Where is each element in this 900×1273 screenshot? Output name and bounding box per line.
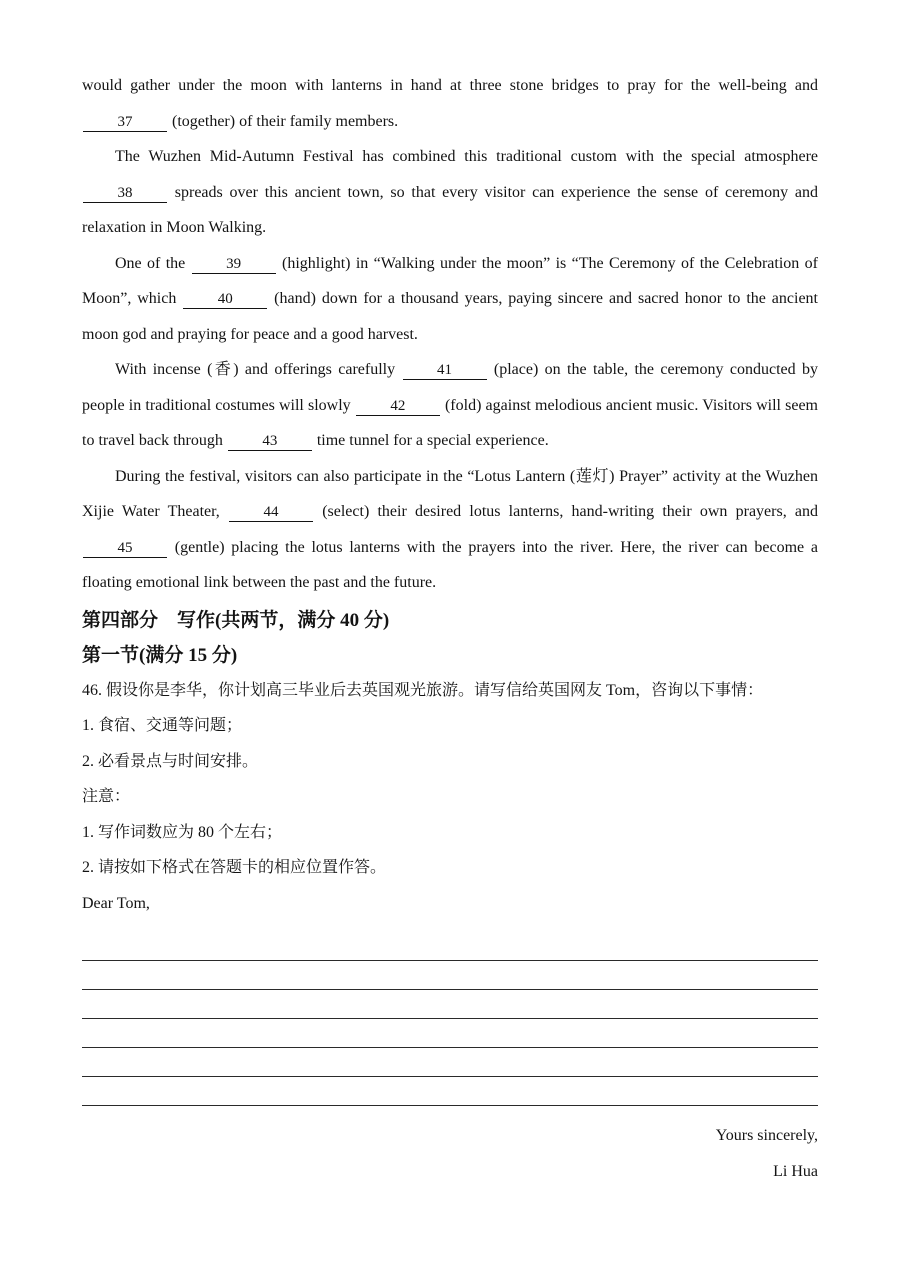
prompt-line: 46. 假设你是李华，你计划高三毕业后去英国观光旅游。请写信给英国网友 Tom，咨询以下事情： [82, 681, 764, 699]
text-run: The Wuzhen Mid-Autumn Festival has combined this traditional custom with the special atmosphere [115, 148, 818, 165]
answer-line [82, 1077, 818, 1106]
text-run: spreads over this ancient town, so that every visitor can experience the sense of ceremony and relaxation in Moon Walking. [82, 183, 818, 236]
blank-40: 40 [183, 291, 267, 309]
letter-salutation: Dear Tom, [82, 895, 150, 913]
text-run: would gather under the moon with lanterns in hand at three stone bridges to pray for the well-being and [82, 77, 818, 94]
text-run: During the festival, visitors can also participate in the “Lotus Lantern (莲灯) Prayer” activity at the Wuzhen Xijie Water Theater, [82, 467, 818, 520]
text-run: (fold) against melodious ancient music. Visitors will seem to travel back through [82, 396, 818, 449]
blank-37: 37 [83, 114, 167, 132]
text-run: (together) of their family members. [168, 112, 399, 130]
blank-38: 38 [83, 185, 167, 203]
writing-section-heading: 第四部分 写作(共两节，满分 40 分) [82, 609, 390, 631]
passage-paragraph [82, 246, 818, 353]
answer-line [82, 932, 818, 961]
text-run: time tunnel for a special experience. [312, 432, 549, 449]
prompt-line: 1. 食宿、交通等问题； [82, 717, 243, 735]
prompt-line: 2. 请按如下格式在答题卡的相应位置作答。 [82, 859, 387, 877]
passage-paragraph [82, 459, 818, 601]
blank-39: 39 [192, 256, 276, 274]
prompt-line: 2. 必看景点与时间安排。 [82, 752, 259, 770]
letter-closing: Yours sincerely, [715, 1127, 818, 1145]
passage-paragraph [82, 352, 818, 459]
blank-41: 41 [403, 362, 487, 380]
blank-45: 45 [83, 540, 167, 558]
cloze-passage [82, 68, 818, 601]
blank-43: 43 [228, 433, 312, 451]
answer-line [82, 1048, 818, 1077]
letter-closing-block [82, 1118, 818, 1190]
blank-44: 44 [229, 504, 313, 522]
text-run: (highlight) in “Walking under the moon” is “The Ceremony of the Celebration of Moon”, which [82, 254, 818, 307]
text-run: (place) on the table, the ceremony conducted by people in traditional costumes will slowly [82, 361, 818, 414]
text-run: (gentle) placing the lotus lanterns with the prayers into the river. Here, the river can become a floating emotional link between the past and the future. [82, 538, 818, 591]
passage-paragraph [82, 139, 818, 246]
prompt-line: 注意： [82, 788, 131, 806]
text-run: (select) their desired lotus lanterns, hand-writing their own prayers, and [314, 503, 819, 520]
answer-line [82, 1019, 818, 1048]
text-run: With incense (香) and offerings carefully [115, 361, 402, 378]
writing-subsection-heading: 第一节(满分 15 分) [82, 644, 238, 666]
writing-prompt [82, 673, 818, 887]
text-run: (hand) down for a thousand years, paying sincere and sacred honor to the ancient moon god and praying for peace and a good harvest. [82, 290, 818, 343]
answer-line [82, 961, 818, 990]
answer-lines [82, 932, 818, 1106]
text-run: One of the [115, 254, 191, 272]
letter-signature: Li Hua [773, 1163, 818, 1181]
prompt-line: 1. 写作词数应为 80 个左右； [82, 823, 283, 841]
answer-line [82, 990, 818, 1019]
passage-paragraph [82, 68, 818, 139]
blank-42: 42 [356, 398, 440, 416]
